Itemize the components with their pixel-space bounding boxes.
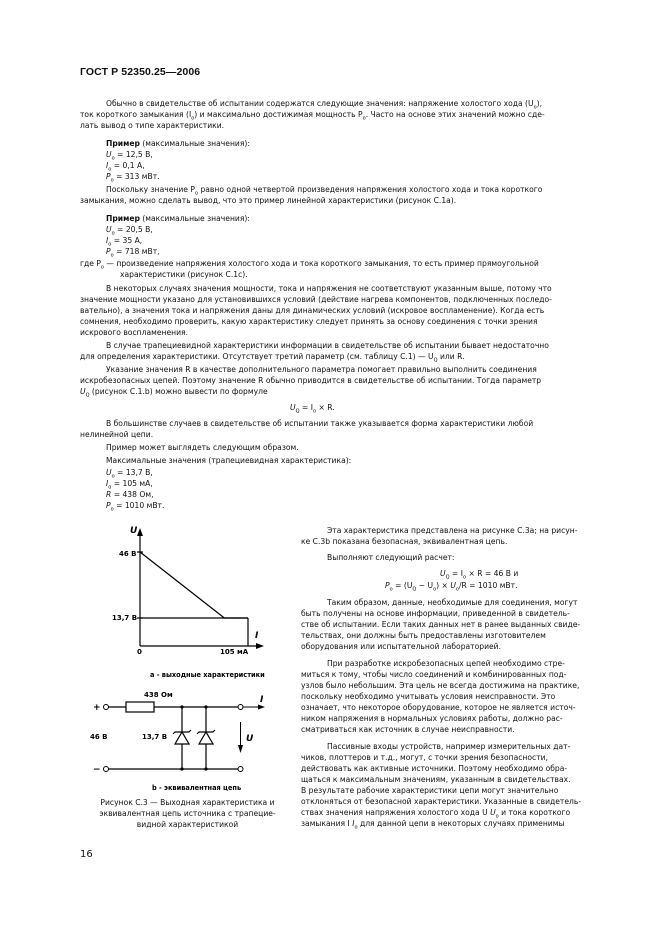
right-para-3-line-3: стве об испытании. Если таких данных нет в ранее выданных свиде- [301, 620, 581, 629]
paragraph-4-line-1: В случае трапециевидной характеристики информации в свидетельстве об испытании бывает недостаточно [106, 341, 549, 350]
right-para-4-line-2: миться к тому, чтобы число соединений и комбинированных под- [301, 670, 567, 679]
series-segment-1 [140, 552, 224, 618]
output-characteristic-graph [112, 526, 265, 679]
right-para-2: Выполняют следующий расчет: [327, 553, 455, 562]
voltage-label: U [246, 734, 254, 744]
example-1-uo: $U_o = 12,5$ В, [106, 150, 153, 162]
calc-line-2: $P_o = (U_Q - U_o) \times U_o/R = 1010$ мВт. [385, 581, 518, 593]
paragraph-3-line-5: искрового воспламенения. [80, 328, 189, 337]
node-4 [204, 767, 207, 770]
minus-terminal-label: − [93, 765, 101, 775]
paragraph-2-line-2: замыкания, можно сделать вывод, что это пример линейной характеристики (рисунок С.1а). [80, 196, 457, 205]
source-label: 46 В [90, 733, 108, 741]
paragraph-6-line-2: нелинейной цепи. [80, 430, 154, 439]
example-1-io: $I_o = 0,1$ А, [106, 161, 145, 173]
figure-c3 [80, 522, 295, 842]
right-para-4-line-5: означает, что некоторое оборудование, которое не является источ- [301, 703, 576, 712]
paragraph-4-line-2: для определения характеристики. Отсутствует третий параметр (см. таблицу С.1) — $U_Q$ или R. [80, 352, 465, 364]
y-axis-label: U [130, 526, 138, 536]
right-para-4-line-4: поскольку необходимо учитывать условия неисправности. Это [301, 692, 556, 701]
paragraph-1-line-2: ток короткого замыкания $(I_o)$ и максимально достижимая мощность $P_o$. Часто на основе этих значений можно сде- [80, 110, 545, 122]
paragraph-5-line-3: $U_Q$ (рисунок С.1.b) можно вывести по формуле [80, 387, 268, 399]
resistor [126, 702, 154, 712]
formula-uq: $U_Q = I_o \times R$. [290, 403, 335, 415]
right-para-5-line-8: замыкания I $I_o$ для данной цепи в некоторых случаях применимы [301, 819, 565, 831]
paragraph-3-line-4: сомнения, необходимо проверить, какую характеристику следует принять за основу соединения с точки зрения [80, 317, 538, 326]
paragraph-3-line-3: вательно), а значения тока и напряжения даны для динамических условий (искровое воспламенение). Когда есть [80, 306, 545, 315]
right-para-4-line-6: ником напряжения в нормальных условиях работы, должно рас- [301, 714, 563, 723]
right-para-4-line-3: узлов было небольшим. Эта цель не всегда достижима на практике, [301, 681, 580, 690]
where-line-1: где $P_o$ — произведение напряжения холостого хода и тока короткого замыкания, то есть пример прямоугольной [80, 259, 539, 271]
paragraph-3-line-2: значение мощности указано для установившихся условий (действие нагрева компонентов, подключенных последо- [80, 295, 552, 304]
zener-label: 13,7 В [142, 733, 168, 741]
right-para-5-line-2: чиков, плоттеров и т.д., могут, с точки зрения безопасности, [301, 753, 548, 762]
equivalent-circuit [90, 691, 265, 792]
x-axis-arrow [256, 643, 264, 649]
current-label: I [260, 695, 264, 705]
current-arrow-head [258, 705, 265, 710]
right-para-3-line-4: тельствах, они должны быть предоставлены изготовителем [301, 631, 546, 640]
y-tick-46: 46 В [119, 550, 137, 558]
example-2-po: $P_o = 718$ мВт, [106, 247, 160, 259]
example-2-uo: $U_o = 20,5$ В, [106, 225, 153, 237]
zener-diode-1 [175, 732, 189, 744]
paragraph-1-line-1: Обычно в свидетельстве об испытании содержатся следующие значения: напряжение холостого хода $(U_o)$, [106, 99, 543, 111]
resistor-label: 438 Ом [144, 691, 173, 699]
example-3-uo: $U_o = 13,7$ В, [106, 468, 153, 480]
example-3-po: $P_o = 1010$ мВт. [106, 501, 165, 513]
node-1 [180, 705, 183, 708]
example-1-po: $P_o = 313$ мВт. [106, 172, 160, 184]
origin-label: 0 [137, 648, 142, 656]
paragraph-5-line-2: искробезопасных цепей. Поэтому значение R обычно приводится в свидетельстве об испытании. Тогда параметр [80, 376, 542, 385]
circuit-caption: b - эквивалентная цепь [152, 784, 242, 792]
paragraph-3-line-1: В некоторых случаях значения мощности, тока и напряжения не соответствуют указанным выше, потому что [106, 284, 552, 293]
example-1-label: Пример (максимальные значения): [106, 139, 250, 148]
y-tick-13-7: 13,7 В [112, 614, 138, 622]
voltage-arrow-head [238, 745, 243, 753]
page-header-title: ГОСТ Р 52350.25—2006 [80, 66, 201, 78]
right-para-3-line-2: быть получены на основе информации, приведенной в свидетель- [301, 609, 570, 618]
figure-caption-line-2: эквивалентная цепь источника с трапецие- [99, 809, 276, 818]
paragraph-7: Пример может выглядеть следующим образом. [106, 443, 299, 452]
y-axis-arrow [137, 528, 143, 536]
where-line-2: характеристики (рисунок С.1с). [120, 270, 248, 279]
right-para-1-line-1: Эта характеристика представлена на рисунке С.3а; на рисун- [327, 526, 578, 535]
figure-caption-line-3: видной характеристикой [136, 820, 239, 829]
example-2-io: $I_o = 35$ А, [106, 236, 143, 248]
figure-caption-line-1: Рисунок С.3 — Выходная характеристика и [100, 798, 275, 807]
right-para-3-line-5: оборудования или испытательной лабораторией. [301, 642, 502, 651]
paragraph-5-line-1: Указание значения R в качестве дополнительного параметра помогает правильно выполнить соединения [106, 365, 537, 374]
paragraph-2-line-1: Поскольку значение $P_o$ равно одной четвертой произведения напряжения холостого хода и тока короткого [106, 185, 543, 197]
example-3-r: R = 438 Ом, [106, 490, 154, 499]
minus-terminal [104, 767, 109, 772]
page-number: 16 [80, 849, 93, 860]
paragraph-6-line-1: В большинстве случаев в свидетельстве об испытании также указывается форма характеристики любой [106, 419, 534, 428]
plus-terminal [104, 705, 109, 710]
right-para-1-line-2: ке С.3b показана безопасная, эквивалентная цепь. [301, 537, 508, 546]
output-terminal-bottom [238, 767, 243, 772]
x-axis-label: I [255, 631, 259, 641]
plus-terminal-label: + [93, 703, 101, 713]
right-para-4-line-1: При разработке искробезопасных цепей необходимо стре- [327, 659, 565, 668]
right-para-5-line-1: Пассивные входы устройств, например измерительных дат- [327, 742, 571, 751]
calc-line-1: $U_Q = I_o \times R = 46$ В и [440, 569, 519, 581]
example-2-label: Пример (максимальные значения): [106, 214, 250, 223]
right-para-4-line-7: сматриваться как источник в случае неисправности. [301, 725, 515, 734]
output-terminal-top [238, 705, 243, 710]
node-3 [180, 767, 183, 770]
paragraph-8: Максимальные значения (трапециевидная характеристика): [106, 456, 352, 465]
right-para-5-line-5: В результате рабочие характеристики цепи могут значительно [301, 786, 559, 795]
zener-diode-2 [199, 732, 213, 744]
paragraph-1-line-3: лать вывод о типе характеристики. [80, 121, 225, 130]
right-para-5-line-4: щаться к максимальным значениям, указанным в свидетельствах. [301, 775, 571, 784]
x-tick-105: 105 мА [220, 648, 249, 656]
right-para-5-line-7: ствах значения напряжения холостого хода U $U_o$ и тока короткого [301, 808, 571, 820]
right-para-5-line-6: отклоняться от безопасной характеристики. Указанные в свидетель- [301, 797, 582, 806]
right-para-3-line-1: Таким образом, данные, необходимые для соединения, могут [327, 598, 578, 607]
right-para-5-line-3: действовать как активные источники. Поэтому необходимо обра- [301, 764, 568, 773]
example-3-io: $I_o = 105$ мА, [106, 479, 153, 491]
node-2 [204, 705, 207, 708]
graph-caption: a - выходные характеристики [150, 671, 265, 679]
